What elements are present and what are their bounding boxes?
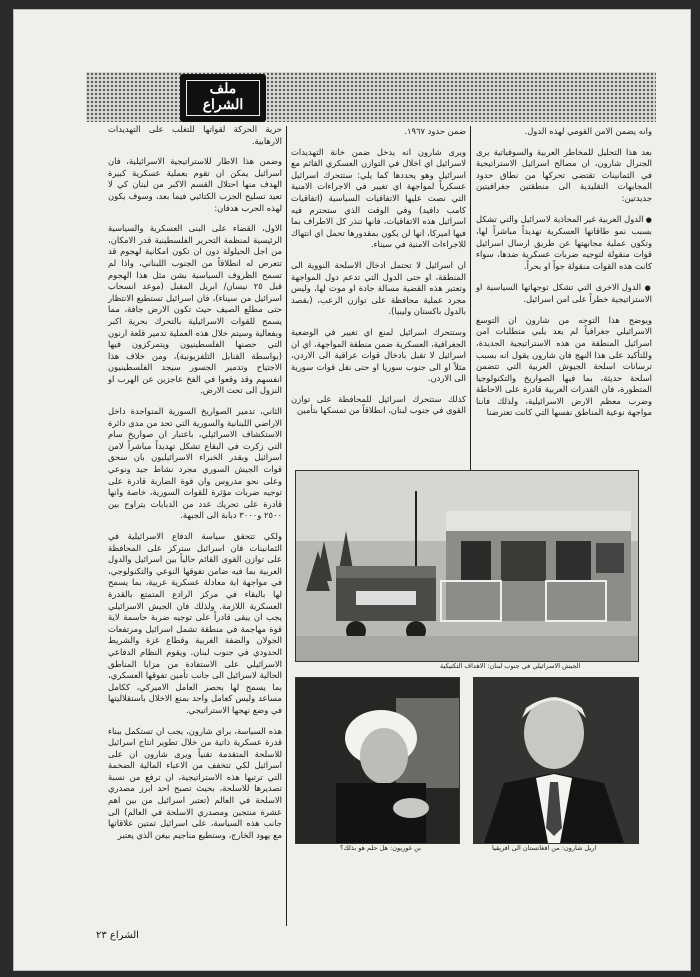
photo-army-truck <box>295 470 639 662</box>
paragraph: الثاني، تدمير الصواريخ السورية المتواجدة داخل الاراضي اللبنانية والسورية التي تحد من مدى دائرة الاستكشاف الاسرائيلي، باعتبار ان صواريخ سام التي زكرت في البقاع تشكل تهديداً مباشراً لامن اسرائيل وبقدر الخبراء الاسرائيليون بان سحق قوات الجيش السوري مجرد نشاط جيد ونوعي وعلى نحو مدروس وان قوة الضاربة قادرة على توجيه ضربات مؤثرة للقوات السورية، خاصة وانها قادرة على تحريك عدد من الدبابات يتراوح بين ٢٥٠٠ و٣٠٠٠ دبابة الى الجبهة. <box>108 406 282 521</box>
paragraph: كذلك ستتحرك اسرائيل للمحافظة على توازن القوى في جنوب لبنان، انطلاقاً من تمسكها بتأمين <box>291 393 466 416</box>
paragraph: هذه السياسة، براي شارون، يجب ان تستكمل ببناء قدرة عسكرية ذاتية من خلال تطوير انتاج اسرائيل للاسلحة المتقدمة تقنياً ويرى شارون ان على اسرائيل لكي تتخفف من الاعباء المالية الضخمة التي ترتبها هذه الاستراتيجية، ان ترفع من نسبة تصديرها للاسلحة، بحيث تصبح احد ابرز مصدري الاسلحة في العالم (تعتبر اسرائيل من بين اهم عشرة منتجين ومصدري الاسلحة في العالم) الى جانب هذه السياسة، على اسرائيل تمتين علاقاتها مع يهود الخارج، وستطيع مناجيم بيغن الذي يعتبر <box>108 725 282 840</box>
column-rule-right <box>470 126 471 506</box>
halftone-header-band <box>86 72 656 122</box>
ben-gurion-portrait <box>296 678 459 843</box>
bullet-paragraph: ● الدول العربية غير المحاذية لاسرائيل والتي تشكل بسبب نمو طاقاتها العسكرية تهديداً مباشراً لها، وتكون عملية مجابهتها عن طريق ارسال اسرائيل قوات منقولة لتوجيه ضربات عسكرية ضدها، سواء كانت هذه القوات منقولة جواً او بحراً. <box>476 214 652 273</box>
caption-ariel-sharon: اريل شارون: من افغانستان الى افريقيا <box>492 844 597 852</box>
paragraph: حرية الحركة لقواتها للتغلب على التهديدات الارهابية. <box>108 124 282 146</box>
logo-line2: الشراع <box>202 97 244 113</box>
paragraph: ضمن حدود ١٩٦٧. <box>404 126 466 136</box>
article-column-right <box>476 126 652 456</box>
column-rule-left <box>286 126 287 926</box>
ariel-sharon-portrait <box>474 678 638 843</box>
caption-ben-gurion: بن غوريون: هل حلم هو بذلك؟ <box>340 844 421 852</box>
photo-ben-gurion <box>295 677 460 844</box>
paragraph: بعد هذا التحليل للمخاطر العربية والسوفياتية يرى الجنرال شارون، ان مصالح اسرائيل الاستراتيجية في الثمانينات تقتضي تحركها من نطاق حدود المجابهات التقليدية الى منطقتين جغرافيتين جديدتين: <box>476 146 652 203</box>
paragraph: وضمن هذا الاطار للاستراتيجية الاسرائيلية، فان اسرائيل يمكن ان تقوم بعملية عسكرية كبيرة الهدف منها احتلال القسم الاكبر من لبنان كي لا تعيد تسليح الجزب الكتائبي فيما بعد، وسوف يكون لهذه الحرب هدفان: <box>108 156 282 213</box>
section-logo <box>180 74 266 122</box>
paragraph: وستتحرك اسرائيل لمنع اي تغيير في الوضعية الجغرافية، العسكرية ضمن منطقة المواجهة، اي ان اسرائيل لا تقبل بادخال قوات عراقية الى الاردن، مثلاً او الى جنوب سوريا او حتى نقل قوات سورية الى الاردن. <box>291 326 466 384</box>
paragraph: ولكي تتحقق سياسة الدفاع الاسرائيلية في الثمانينات فان اسرائيل ستركز على المحافظة على توازن القوى القائم حالياً بين اسرائيل والدول العربية بما فيه ضامن تفوقها النوعي والتكنولوجي، في مواجهة اية معادلة عسكرية عربية، بما يسمح لها بالبقاء في مركز الرادع المتمتع بالقدرة العسكرية اللازمة. ولذلك فان الجيش الاسرائيلي يجب ان يبقى قادراً على توجيه ضربة حاسمة لاية قوة مهاجمة في منطقة تشمل اسرائيل ومرتفعات الجولان والضفة الغربية وقطاع غزة والشريط الحدودي في جنوب لبنان. ويقوم النظام الدفاعي الاسرائيلي على الاستفادة من مزايا المناطق الحالية لاسرائيل الى جانب تأمين تفوقها العسكري، بما يسمح لها بحصر العامل الاميركي، ككامل مساعد وليس كعامل واحد بمنع الاخلال باستقلاليتها في وضع نهجها الاستراتيجي. <box>108 531 282 715</box>
army-truck-illustration <box>296 471 638 661</box>
paragraph: ويوضح هذا التوجه من شارون ان التوسع الاسرائيلي جغرافياً لم يعد يلبي متطلبات امن اسرائيل المنطقة من هذه الاستراتيجية الجديدة، وللتأكيد على هذا النهج فان شارون يقول انه بسبب ترسانات اسلحة الجيوش العربية التي تتضمن اسلحة حديثة، بما فيها الصواريخ والتكنولوجيا المتطورة، فان القدرات العربية قادرة على الاحاطة وضرب معظم الارض الاسرائيلية، ولذلك فاننا مواجهة نوعية المناطق نفسها التي كانت تعترضنا <box>476 314 652 418</box>
paragraph: وانه يضمن الامن القومي لهذه الدول. <box>524 126 652 136</box>
bullet-paragraph: ● الدول الاخرى التي تشكل توجهاتها السياسية او الاستراتيجية خطراً على امن اسرائيل. <box>476 282 652 306</box>
paragraph: ان اسرائيل لا تحتمل ادخال الاسلحة النووية الى المنطقة، او حتى الدول التي تدعم دول المواجهة وتعتبر هذه القضية مسالة جادة او موت لها، وليس مجرد عملية محافظة على توازن الرعب، (بقصد بالدول باكستان وليبيا). <box>291 259 466 317</box>
article-column-left <box>108 124 282 924</box>
paragraph: الاول، القضاء على البنى العسكرية والسياسية الرئيسية لمنظمة التحرير الفلسطينية قدر الامكان، من اجل الحيلولة دون ان تكون امكانية لهجوم قد تتعرض له انطلاقاً من الجنوب اللبناني، واذا لم تسمح الظروف السياسية بشن مثل هذا الهجوم قبل ٢٥ نيسان/ ابريل المقبل (موعد انسحاب اسرائيل من سيناء)، فان اسرائيل تستطيع الانتظار حتى مطلع الصيف حيث تكون الارض جافة، مما يسمح للقوات الاسرائيلية بالتحرك بحرية اكبر وبفعالية وسيتم خلال هذه العملية تدمير قلعة ارنون التي حصنها الفلسطينيون ويتمركزون فيها (بواسطة القنابل التلفزيونية)، ومن خلاف هذا الاجتياح وتدمير الجسور سيجد الفلسطينيون انفسهم وقد وقعوا في الفخ عاجزين عن الهرب او النزول الى تحت الارض. <box>108 223 282 396</box>
logo-line1: ملف <box>209 81 237 97</box>
paragraph: ويرى شارون انه يدخل ضمن خانة التهديدات لاسرائيل اي اخلال في التوازن العسكري القائم مع اسرائيل وهو يحددها كما يلي: ستتحرك اسرائيل عسكرياً لمواجهة اي تغيير في الاجراءات الامنية التي نصت عليها الاتفاقيات السياسية (اتفاقيات كامب دافيد) وفي الوقت الذي ستحترم فيه اسرائيل هذه الاتفاقيات، فانها تنذر كل الاطراف بما فيها اميركا، انها لن يكون بمقدورها تحمل اي انتهاك للاجراءات الامنية في سيناء. <box>291 146 466 250</box>
article-column-middle <box>291 126 466 466</box>
caption-photo-truck: الجيش الاسرائيلي في جنوب لبنان: الاهداف التكتيكية <box>440 662 581 670</box>
photo-ariel-sharon <box>473 677 639 844</box>
page-folio: الشراع ٢٣ <box>96 930 139 941</box>
